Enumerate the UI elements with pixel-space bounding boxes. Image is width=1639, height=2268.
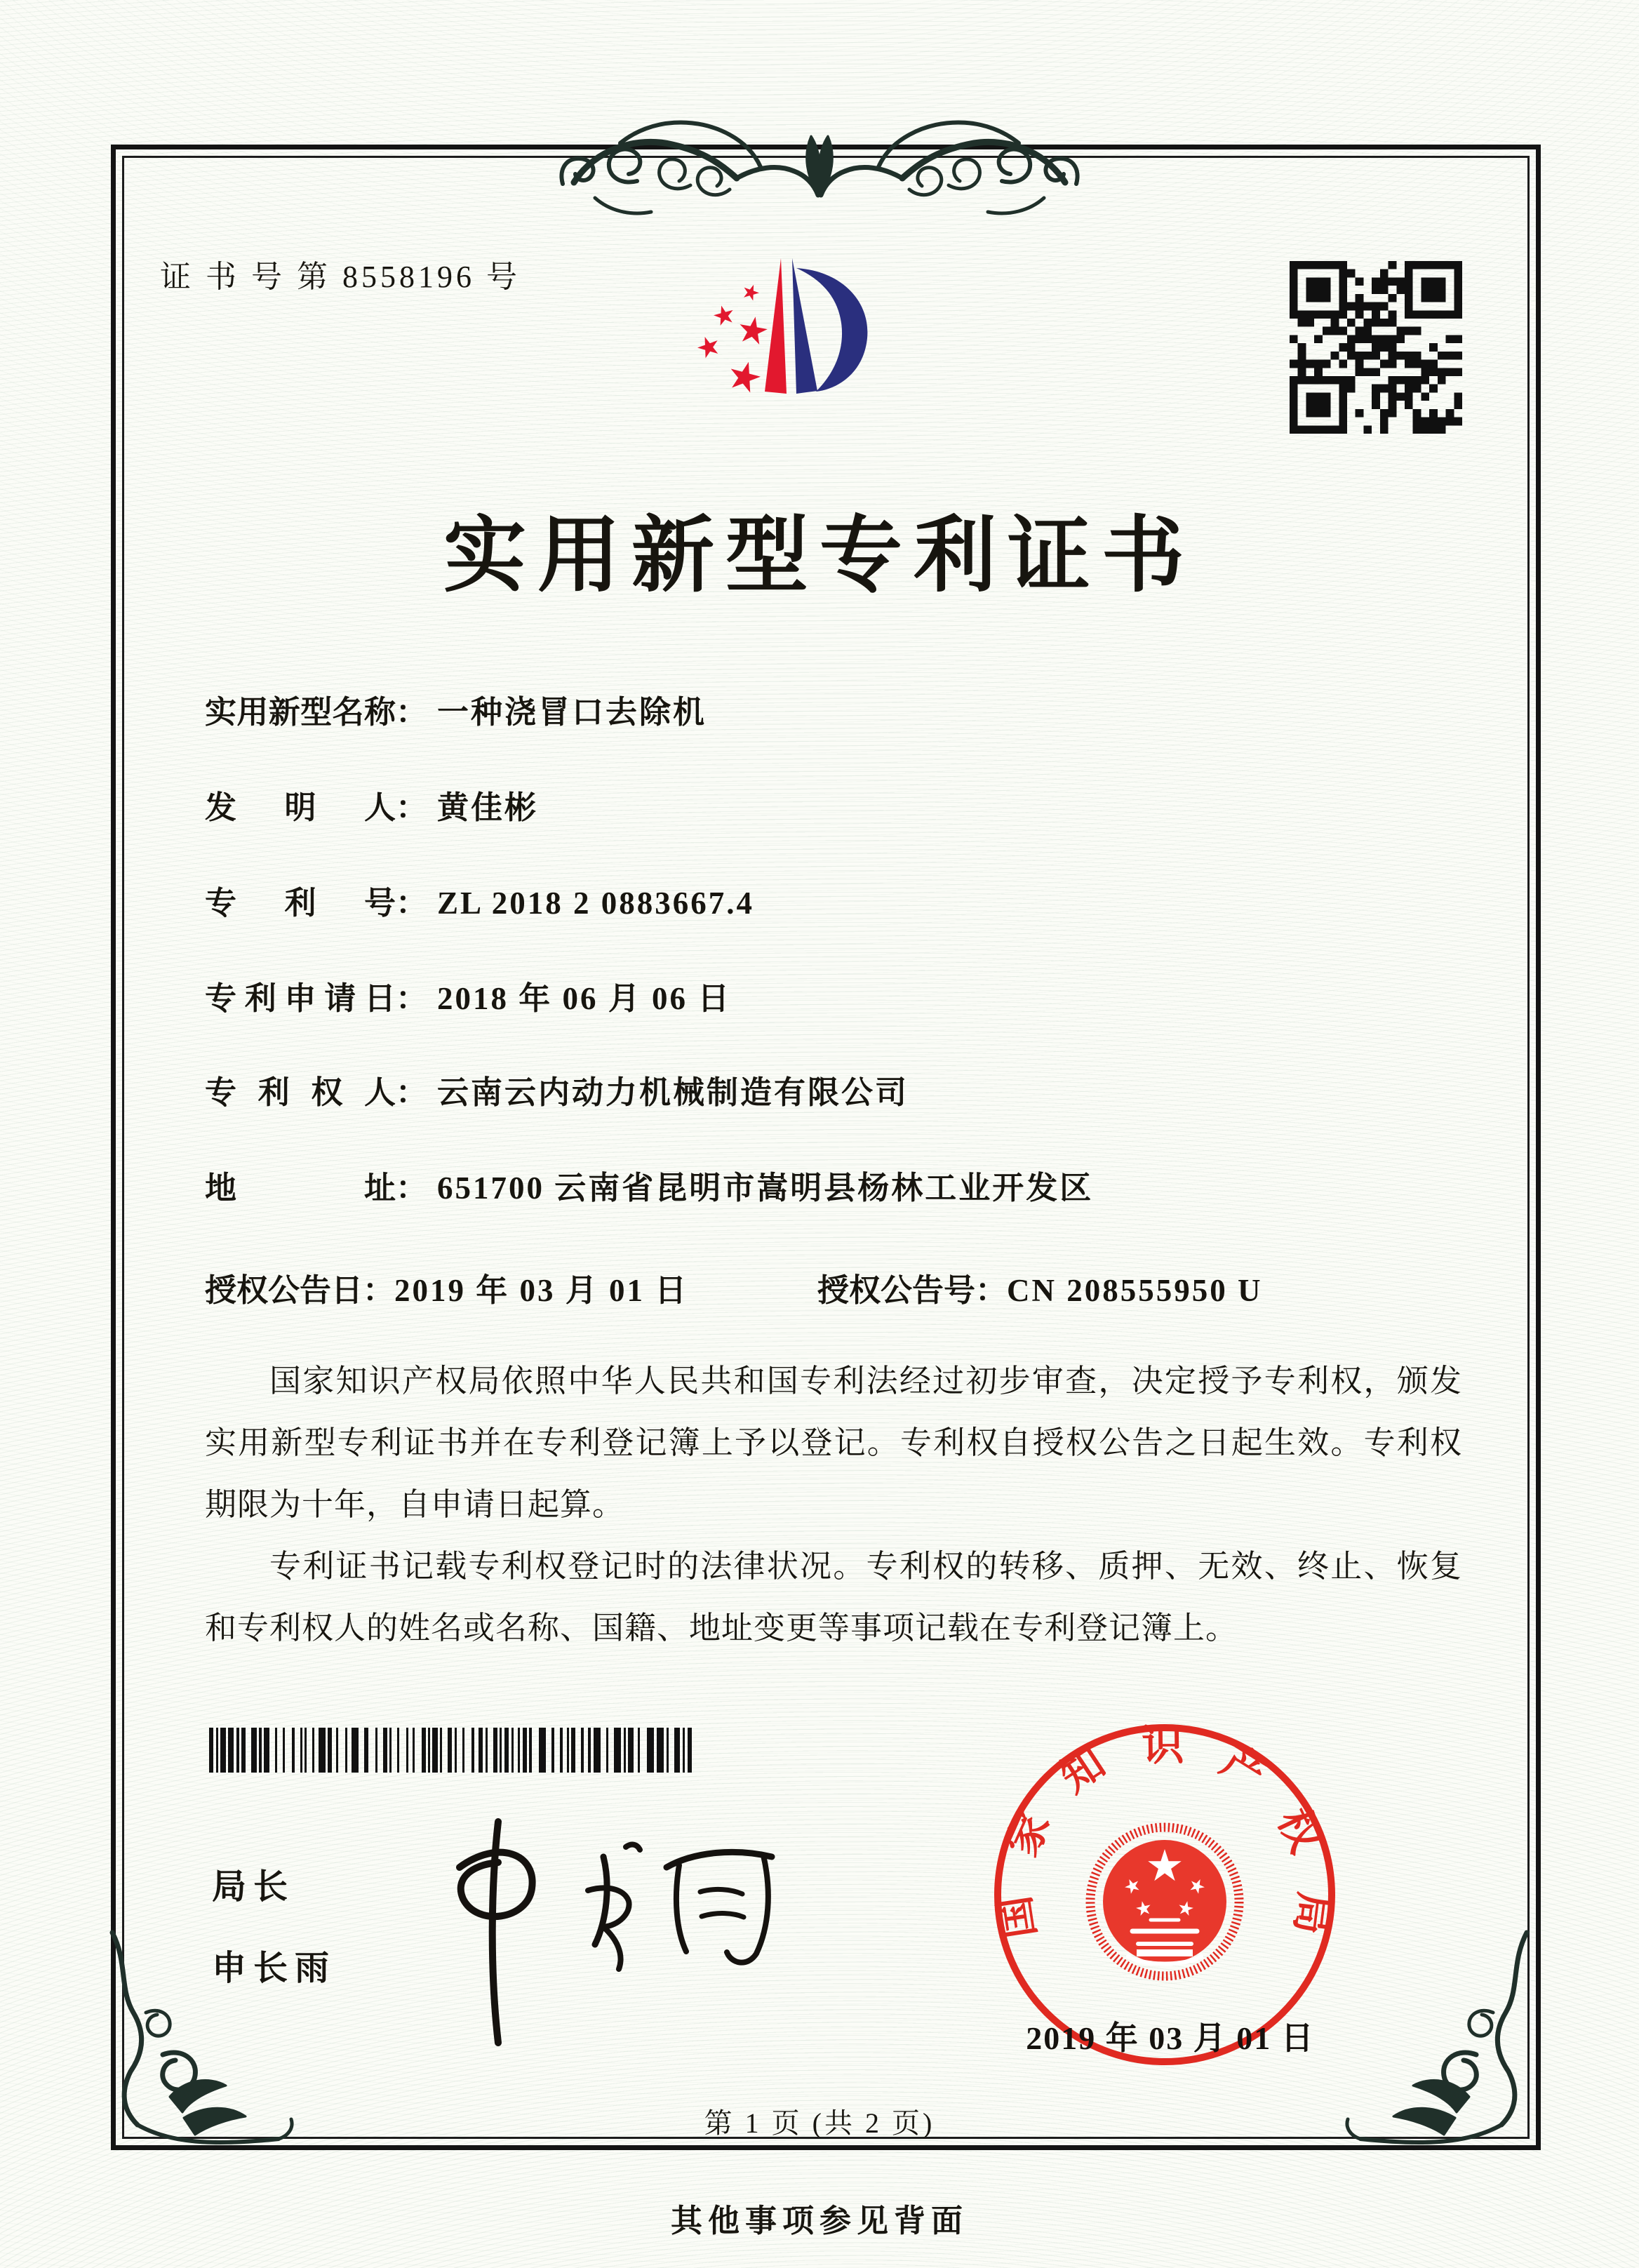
qr-code — [1290, 261, 1462, 434]
field-row-address — [205, 1162, 1093, 1208]
seal-national-emblem-icon — [1090, 1827, 1239, 1976]
certificate-title: 实用新型专利证书 — [443, 510, 1196, 602]
cnipa-logo-icon — [691, 251, 937, 451]
field-label: 发明人 — [205, 790, 396, 825]
signer-name: 申长雨 — [212, 1949, 337, 1987]
seal-date: 2019 年 03 月 01 日 — [1026, 2020, 1315, 2056]
field-value: ZL 2018 2 0883667.4 — [437, 886, 755, 921]
field-value: 2018 年 06 月 06 日 — [437, 981, 732, 1016]
field-colon: ： — [396, 790, 428, 825]
field-row-filing-date — [205, 973, 731, 1018]
footer-back-note: 其他事项参见背面 — [670, 2203, 968, 2239]
field-colon: ： — [396, 981, 428, 1016]
field-colon: ： — [396, 1075, 428, 1110]
field-value: 云南云内动力机械制造有限公司 — [437, 1075, 909, 1110]
grant-number-value: CN 208555950 U — [1007, 1273, 1263, 1308]
grant-number-row — [817, 1265, 1263, 1310]
grant-date-label: 授权公告日： — [205, 1273, 395, 1308]
field-colon: ： — [396, 886, 428, 921]
field-row-utility-name — [205, 686, 707, 732]
grant-date-row — [205, 1265, 688, 1310]
certificate-number: 证 书 号 第 8558196 号 — [160, 260, 521, 294]
field-label: 地址 — [205, 1170, 396, 1206]
seal-ring-text: 国家知识产权局 — [991, 1722, 1338, 1942]
field-colon: ： — [396, 695, 428, 730]
legal-body-text — [205, 1350, 1462, 1659]
grant-date-value: 2019 年 03 月 01 日 — [394, 1273, 689, 1308]
legal-paragraph-2: 专利证书记载专利权登记时的法律状况。专利权的转移、质押、无效、终止、恢复和专利权人的姓名或名称、国籍、地址变更等事项记载在专利登记簿上。 — [205, 1549, 1462, 1646]
footer-page-number: 第 1 页 (共 2 页) — [704, 2107, 935, 2139]
grant-number-label: 授权公告号： — [817, 1273, 1008, 1308]
director-signature — [393, 1801, 800, 2060]
field-label: 专利权人 — [205, 1075, 396, 1110]
dragon-ornament-icon — [553, 100, 1086, 240]
field-value: 黄佳彬 — [437, 790, 539, 825]
field-row-patentee — [205, 1067, 909, 1112]
field-label: 实用新型名称 — [205, 695, 396, 730]
barcode — [209, 1728, 695, 1773]
field-row-patent-number — [205, 877, 754, 923]
field-label: 专利号 — [205, 886, 396, 921]
field-colon: ： — [396, 1170, 428, 1206]
field-value: 651700 云南省昆明市嵩明县杨林工业开发区 — [437, 1170, 1094, 1206]
signer-title: 局长 — [212, 1867, 295, 1906]
field-label: 专利申请日 — [205, 981, 396, 1016]
field-row-inventor — [205, 782, 538, 827]
field-value: 一种浇冒口去除机 — [437, 695, 707, 730]
legal-paragraph-1: 国家知识产权局依照中华人民共和国专利法经过初步审查，决定授予专利权，颁发实用新型专利证书并在专利登记簿上予以登记。专利权自授权公告之日起生效。专利权期限为十年，自申请日起算。 — [205, 1363, 1462, 1522]
